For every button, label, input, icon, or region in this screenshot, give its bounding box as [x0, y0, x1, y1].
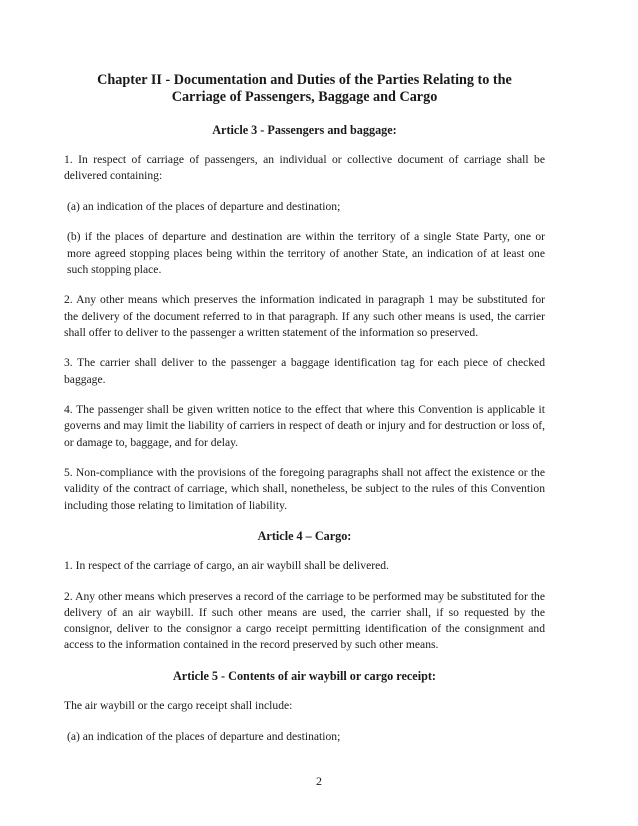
chapter-title-line-1: Chapter II - Documentation and Duties of the Parties Relating to the — [97, 72, 512, 88]
article-4-paragraph-2: 2. Any other means which preserves a record of the carriage to be performed may be substituted for the delivery of an air waybill. If such other means are used, the carrier shall, if so requested by the consignor, deliver to the consignor a cargo receipt permitting identification of the consignment and access to the information contained in the record preserved by such other means. — [64, 589, 545, 652]
page-number: 2 — [316, 774, 322, 788]
chapter-title-line-2: Carriage of Passengers, Baggage and Cargo — [171, 89, 438, 105]
article-5-paragraph-a: (a) an indication of the places of departure and destination; — [67, 729, 341, 743]
article-4-heading: Article 4 – Cargo: — [257, 529, 352, 544]
article-5-intro: The air waybill or the cargo receipt shall include: — [64, 698, 293, 712]
article-3-heading: Article 3 - Passengers and baggage: — [212, 123, 397, 137]
article-5-heading: Article 5 - Contents of air waybill or cargo receipt: — [173, 668, 436, 683]
article-3-paragraph-5: 5. Non-compliance with the provisions of the foregoing paragraphs shall not affect the existence or the validity of the contract of carriage, which shall, nonetheless, be subject to the rules of this Convention including those relating to limitation of liability. — [64, 466, 545, 512]
article-3-paragraph-1: 1. In respect of carriage of passengers, an individual or collective document of carriage shall be delivered containing: — [64, 153, 545, 183]
article-3-paragraph-3: 3. The carrier shall deliver to the passenger a baggage identification tag for each piece of checked baggage. — [64, 356, 545, 386]
article-3-paragraph-1b: (b) if the places of departure and destination are within the territory of a single State Party, one or more agreed stopping places being within the territory of another State, an indication of at least one such stopping place. — [67, 230, 545, 276]
article-3-paragraph-4: 4. The passenger shall be given written notice to the effect that where this Convention is applicable it governs and may limit the liability of carriers in respect of death or injury and for destruction or loss of, or damage to, baggage, and for delay. — [64, 403, 546, 449]
article-4-paragraph-1: 1. In respect of the carriage of cargo, an air waybill shall be delivered. — [64, 559, 389, 573]
chapter-title — [64, 72, 545, 106]
article-3-paragraph-1a: (a) an indication of the places of departure and destination; — [67, 199, 341, 213]
document-page — [64, 72, 545, 759]
article-3-paragraph-2: 2. Any other means which preserves the information indicated in paragraph 1 may be substituted for the delivery of the document referred to in that paragraph. If any such other means is used, the carrier shall offer to deliver to the passenger a written statement of the information so preserved. — [64, 293, 545, 339]
